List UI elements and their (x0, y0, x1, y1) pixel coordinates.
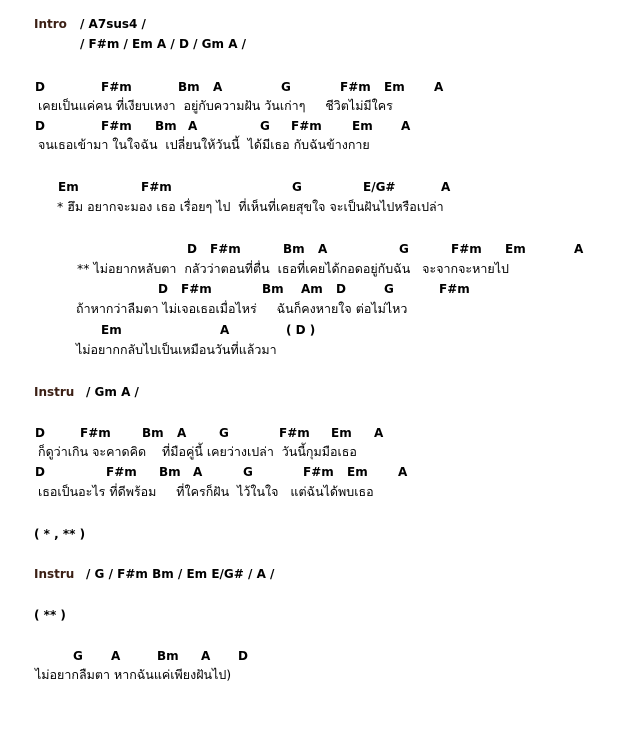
chord: A (374, 426, 384, 440)
chord: A (574, 242, 584, 256)
verse1-lyric-line-2: จนเธอเข้ามา ในใจฉัน เปลี่ยนให้วันนี้ ได้มีเธอ กับฉันข้างกาย (38, 137, 370, 152)
chorus-lyric-line-2: ถ้าหากว่าลืมตา ไม่เจอเธอเมื่อไหร่ ฉันก็คงหายใจ ต่อไม่ไหว (76, 301, 408, 316)
chord: Bm (159, 465, 181, 479)
chorus-chord-line-3 (0, 322, 620, 338)
chord: F#m (80, 426, 111, 440)
chord: A (220, 323, 230, 337)
chord: E/G# (363, 180, 396, 194)
chord: ( D ) (286, 323, 316, 337)
chord: Bm (178, 80, 200, 94)
verse2-lyric-line-1: ก็ดูว่าเกิน จะคาดคิด ที่มือคู่นี้ เคยว่างเปล่า วันนี้กุมมือเธอ (38, 444, 357, 459)
chord: G (384, 282, 394, 296)
chord: G (73, 649, 83, 663)
chord: D (35, 426, 45, 440)
prechorus-lyric-line: * ฮึม อยากจะมอง เธอ เรื่อยๆ ไป ที่เห็นที่เคยสุขใจ จะเป็นฝันไปหรือเปล่า (57, 199, 444, 214)
chord: A (401, 119, 411, 133)
intro-label: Intro (34, 17, 67, 31)
instru2-label: Instru (34, 567, 75, 581)
repeat-marker-2: ( ** ) (34, 608, 66, 622)
chorus-lyric-line-3: ไม่อยากกลับไปเป็นเหมือนวันที่แล้วมา (76, 342, 277, 357)
chord: Bm (157, 649, 179, 663)
instru1-label: Instru (34, 385, 75, 399)
chord: F#m (439, 282, 470, 296)
chord: F#m (279, 426, 310, 440)
verse1-chord-line-2 (0, 118, 620, 134)
chord: F#m (210, 242, 241, 256)
repeat-marker-1: ( * , ** ) (34, 527, 86, 541)
chord: D (336, 282, 346, 296)
chord: F#m (291, 119, 322, 133)
chorus-lyric-line-1: ** ไม่อยากหลับตา กลัวว่าตอนที่ตื่น เธอที่เคยได้กอดอยู่กับฉัน จะจากจะหายไป (77, 261, 509, 276)
chord: D (35, 465, 45, 479)
chord: D (35, 119, 45, 133)
chord: Em (505, 242, 526, 256)
chord: D (238, 649, 248, 663)
chord: A (434, 80, 444, 94)
chord: F#m (340, 80, 371, 94)
chorus-chord-line-1 (0, 241, 620, 257)
chord: G (260, 119, 270, 133)
chord: Em (347, 465, 368, 479)
chord: A (111, 649, 121, 663)
chord: D (187, 242, 197, 256)
chord: Em (384, 80, 405, 94)
chord: A (441, 180, 451, 194)
chord: G (281, 80, 291, 94)
chord: Em (101, 323, 122, 337)
chord: Bm (262, 282, 284, 296)
chord: Am (301, 282, 323, 296)
chord: Bm (155, 119, 177, 133)
chord: Bm (283, 242, 305, 256)
chord: F#m (451, 242, 482, 256)
chord: G (292, 180, 302, 194)
verse1-chord-line-1 (0, 79, 620, 95)
chord: A (398, 465, 408, 479)
chord: F#m (106, 465, 137, 479)
outro-lyric-line: ไม่อยากลืมตา หากฉันแค่เพียงฝันไป) (35, 667, 232, 682)
instru1-chords: / Gm A / (86, 385, 139, 399)
chord: Em (352, 119, 373, 133)
chord: A (201, 649, 211, 663)
chord: A (193, 465, 203, 479)
chord: G (219, 426, 229, 440)
chord: Bm (142, 426, 164, 440)
intro-chords-line-2: / F#m / Em A / D / Gm A / (80, 37, 247, 51)
verse2-lyric-line-2: เธอเป็นอะไร ที่ดีพร้อม ที่ใครก็ฝัน ไว้ในใจ แต่ฉันได้พบเธอ (38, 484, 374, 499)
chord: D (35, 80, 45, 94)
outro-chord-line (0, 648, 620, 664)
verse2-chord-line-1 (0, 425, 620, 441)
chord: F#m (101, 80, 132, 94)
chord: F#m (181, 282, 212, 296)
prechorus-chord-line (0, 179, 620, 195)
chord: F#m (303, 465, 334, 479)
chord: F#m (101, 119, 132, 133)
chord: G (399, 242, 409, 256)
chord: A (318, 242, 328, 256)
chorus-chord-line-2 (0, 281, 620, 297)
instru2-chords: / G / F#m Bm / Em E/G# / A / (86, 567, 275, 581)
chord: F#m (141, 180, 172, 194)
verse2-chord-line-2 (0, 464, 620, 480)
chord: Em (58, 180, 79, 194)
chord: G (243, 465, 253, 479)
chord: A (177, 426, 187, 440)
chord: A (188, 119, 198, 133)
intro-chords-line-1: / A7sus4 / (80, 17, 146, 31)
verse1-lyric-line-1: เคยเป็นแค่คน ที่เงียบเหงา อยู่กับความฝัน วันเก่าๆ ชีวิตไม่มีใคร (38, 98, 393, 113)
chord: A (213, 80, 223, 94)
chord: Em (331, 426, 352, 440)
chord: D (158, 282, 168, 296)
